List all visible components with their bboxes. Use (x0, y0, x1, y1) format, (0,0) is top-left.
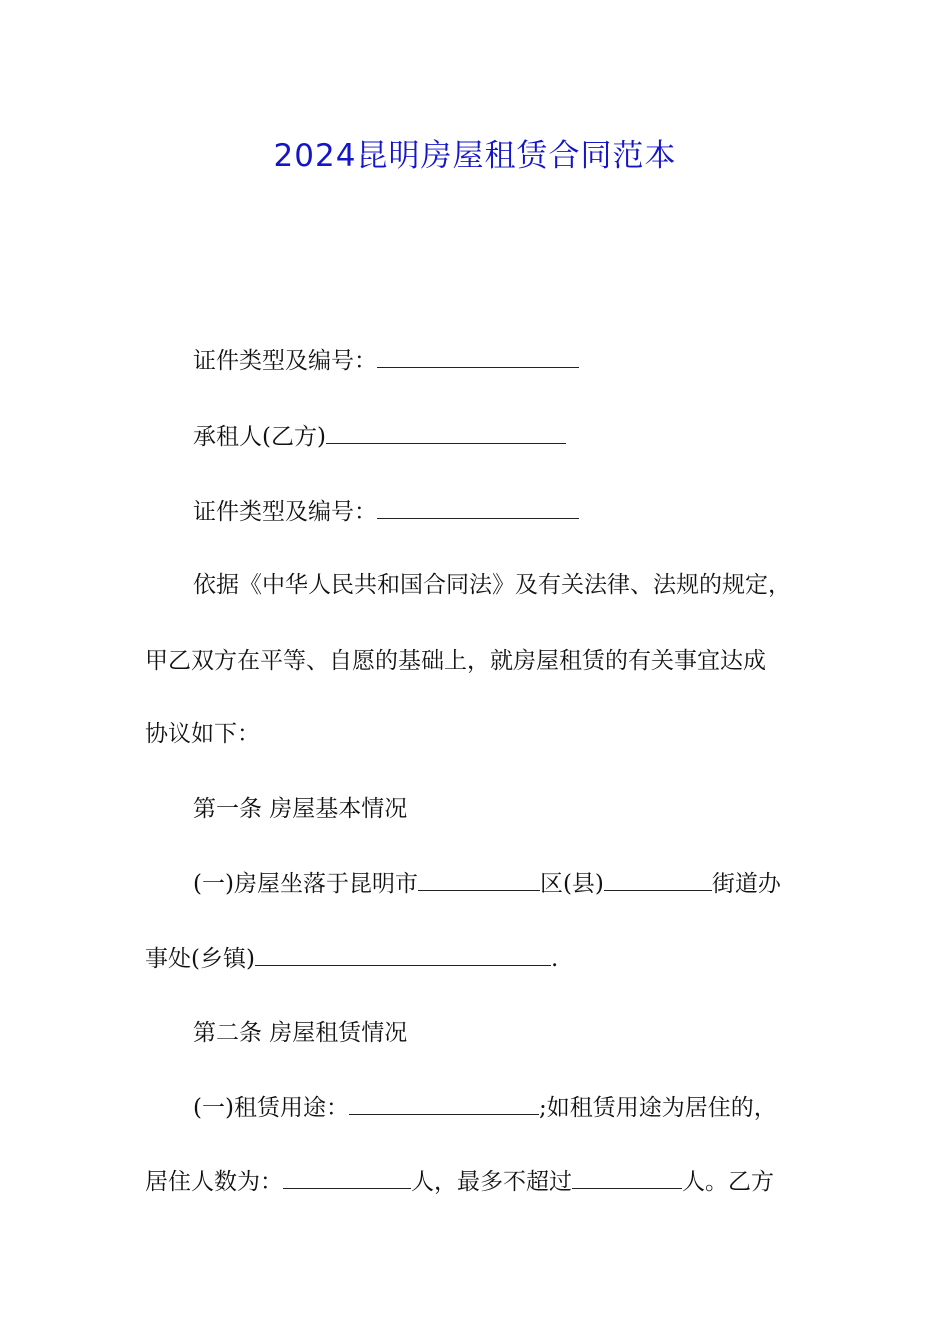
text: 甲乙双方在平等、自愿的基础上，就房屋租赁的有关事宜达成 (145, 648, 766, 674)
label: 证件类型及编号： (193, 348, 377, 374)
id-type-number-lessee (193, 496, 883, 528)
lessee-party-b (193, 421, 883, 453)
blank-field[interactable] (326, 421, 566, 444)
text: 事处(乡镇) (145, 946, 255, 972)
occupants-line (145, 1166, 835, 1198)
text: 区(县) (539, 871, 604, 897)
label: 证件类型及编号： (193, 499, 377, 525)
blank-field[interactable] (283, 1166, 411, 1189)
property-location-line-1 (193, 868, 883, 900)
lease-purpose-line (193, 1092, 883, 1124)
paragraph-basis-line-1 (193, 569, 883, 601)
text: . (550, 946, 559, 972)
text: 第二条 房屋租赁情况 (193, 1020, 408, 1046)
article-two-heading (193, 1017, 883, 1049)
blank-field[interactable] (604, 868, 712, 891)
text: 人。乙方 (682, 1169, 774, 1195)
text: (一)租赁用途： (193, 1095, 349, 1121)
blank-field[interactable] (349, 1092, 539, 1115)
blank-field[interactable] (572, 1166, 682, 1189)
document-title: 2024昆明房屋租赁合同范本 (273, 138, 677, 174)
paragraph-basis-line-3 (145, 718, 835, 750)
text: 人，最多不超过 (411, 1169, 572, 1195)
text: 街道办 (711, 871, 781, 897)
label: 承租人(乙方) (193, 424, 326, 450)
blank-field[interactable] (377, 496, 579, 519)
article-one-heading (193, 793, 883, 825)
blank-field[interactable] (418, 868, 540, 891)
id-type-number-lessor (193, 345, 883, 377)
text: 第一条 房屋基本情况 (193, 796, 408, 822)
text: ;如租赁用途为居住的， (538, 1095, 777, 1121)
property-location-line-2 (145, 943, 835, 975)
text: 居住人数为： (145, 1169, 283, 1195)
blank-field[interactable] (255, 943, 551, 966)
text: 依据《中华人民共和国合同法》及有关法律、法规的规定， (193, 572, 791, 598)
text: (一)房屋坐落于昆明市 (193, 871, 418, 897)
text: 协议如下： (145, 721, 260, 747)
blank-field[interactable] (377, 345, 579, 368)
paragraph-basis-line-2 (145, 645, 835, 677)
